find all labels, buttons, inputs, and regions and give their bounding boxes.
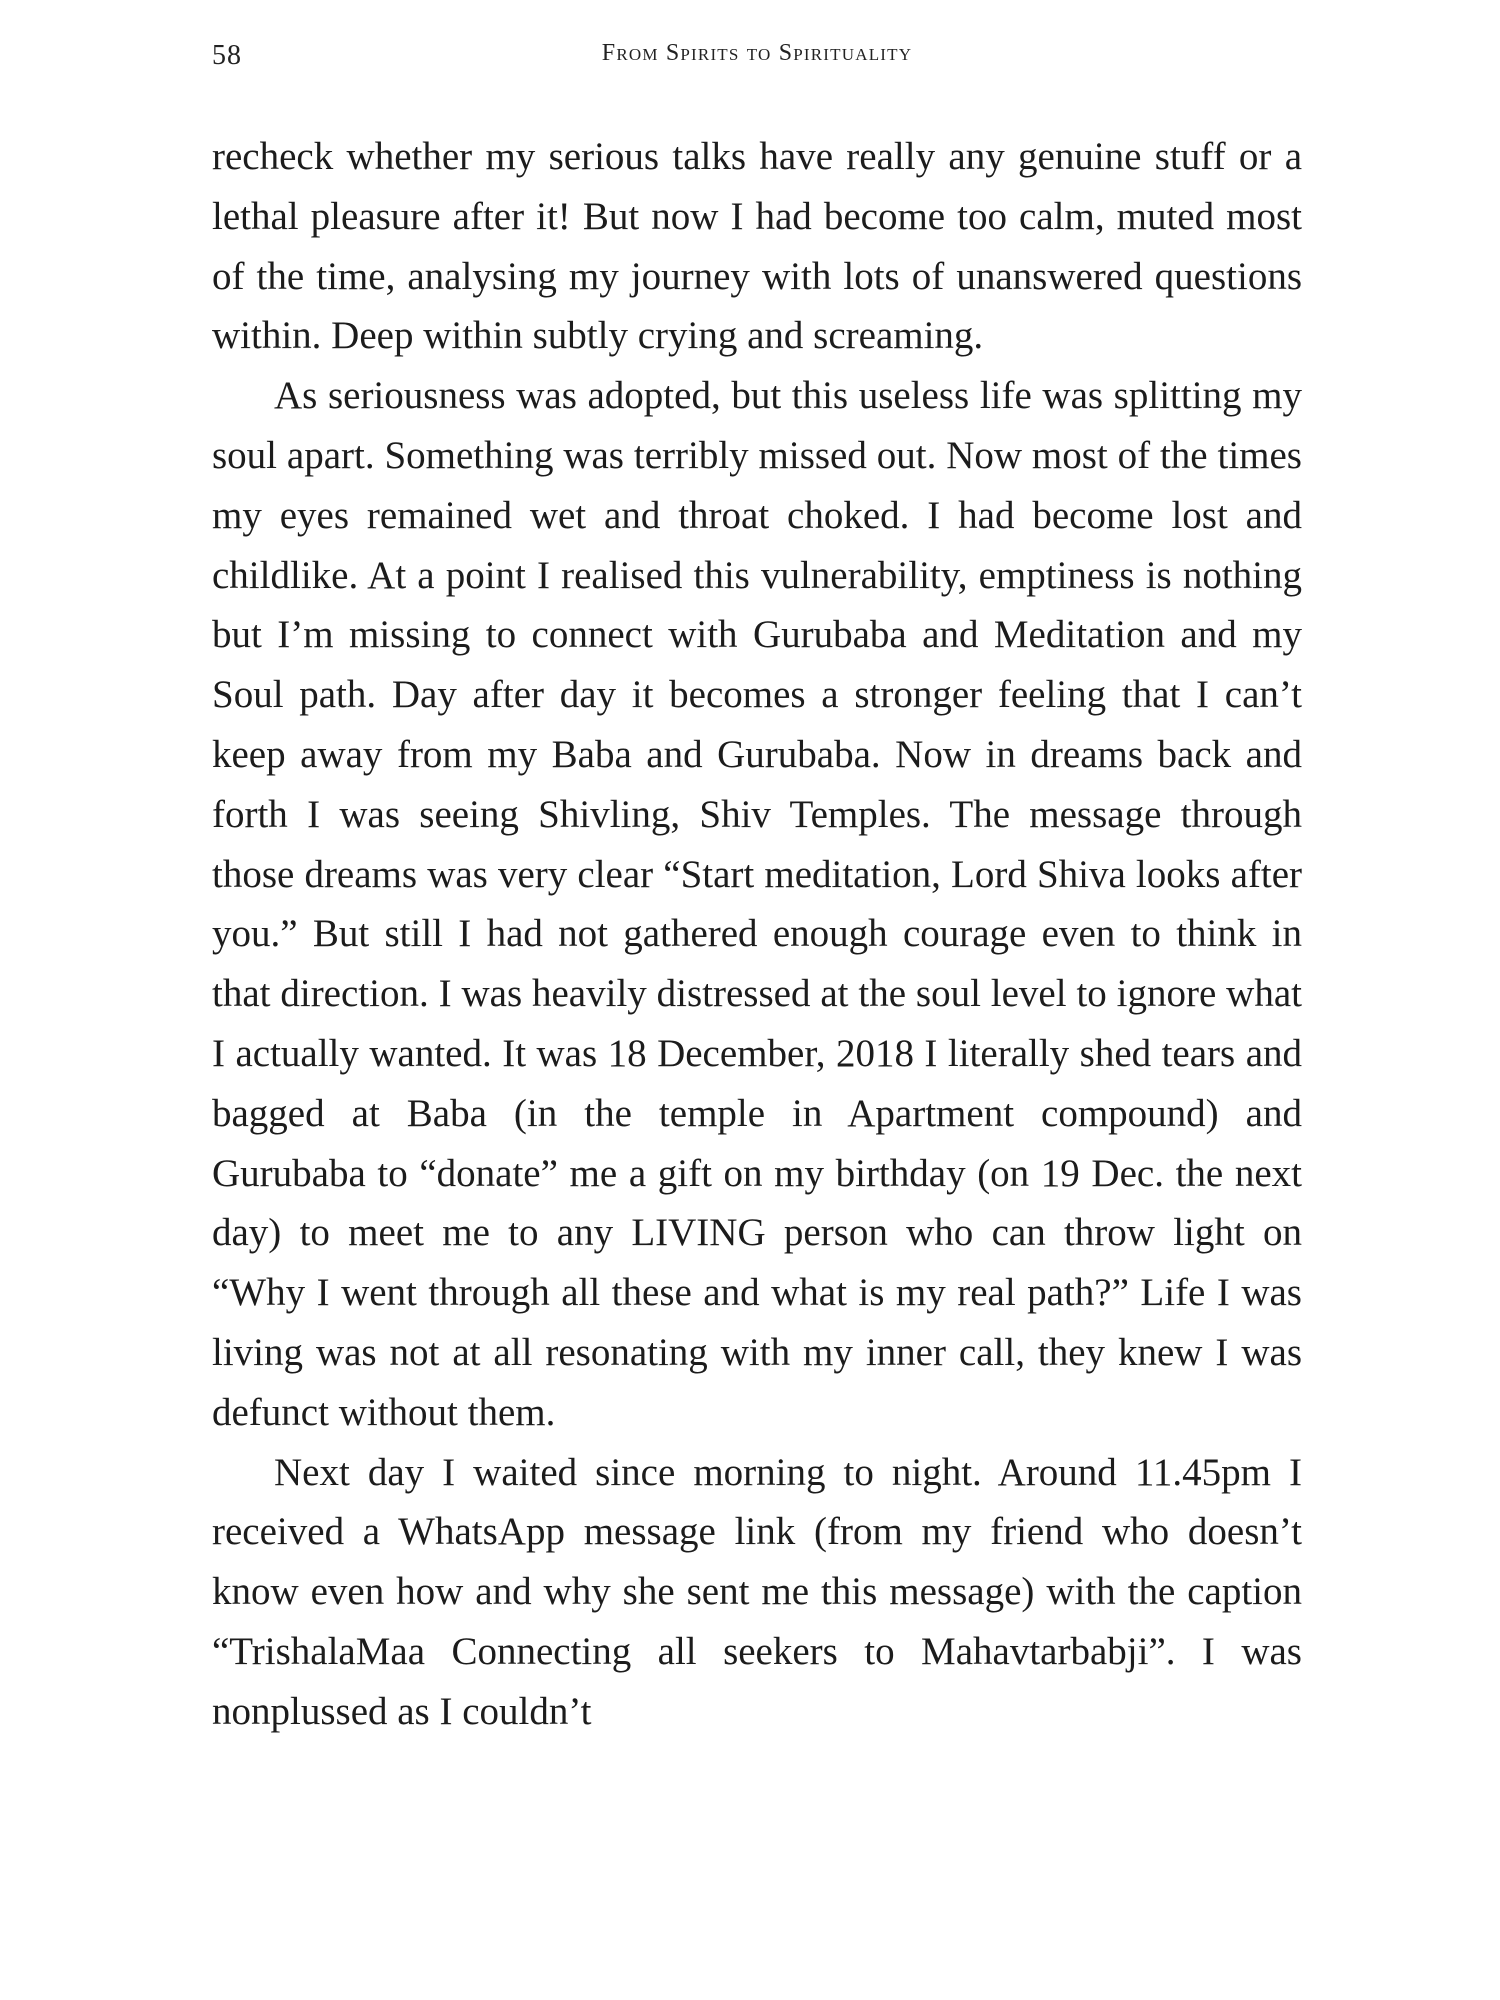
paragraph: Next day I waited since morning to night. Around 11.45pm I received a WhatsApp message link (from my friend who doesn’t know even how and why she sent me this message) with the caption “TrishalaMaa Connecting all seekers to Mahavtarbabji”. I was nonplussed as I couldn’t (212, 1450, 1302, 1733)
paragraph-continued: recheck whether my serious talks have really any genuine stuff or a lethal pleasure after it! But now I had become too calm, muted most of the time, analysing my journey with lots of unanswered questions within. Deep within subtly crying and screaming. (212, 135, 1302, 358)
body-text (212, 127, 1302, 1742)
paragraph: As seriousness was adopted, but this useless life was splitting my soul apart. Something was terribly missed out. Now most of the times my eyes remained wet and throat choked. I had become lost and childlike. At a point I realised this vulnerability, emptiness is nothing but I’m missing to connect with Gurubaba and Meditation and my Soul path. Day after day it becomes a stronger feeling that I can’t keep away from my Baba and Gurubaba. Now in dreams back and forth I was seeing Shivling, Shiv Temples. The message through those dreams was very clear “Start meditation, Lord Shiva looks after you.” But still I had not gathered enough courage even to think in that direction. I was heavily distressed at the soul level to ignore what I actually wanted. It was 18 December, 2018 I literally shed tears and bagged at Baba (in the temple in Apartment compound) and Gurubaba to “donate” me a gift on my birthday (on 19 Dec. the next day) to meet me to any LIVING person who can throw light on “Why I went through all these and what is my real path?” Life I was living was not at all resonating with my inner call, they knew I was defunct without them. (212, 374, 1302, 1434)
running-head (212, 40, 1302, 80)
running-title: From Spirits to Spirituality (601, 40, 913, 66)
page-number: 58 (212, 40, 242, 71)
